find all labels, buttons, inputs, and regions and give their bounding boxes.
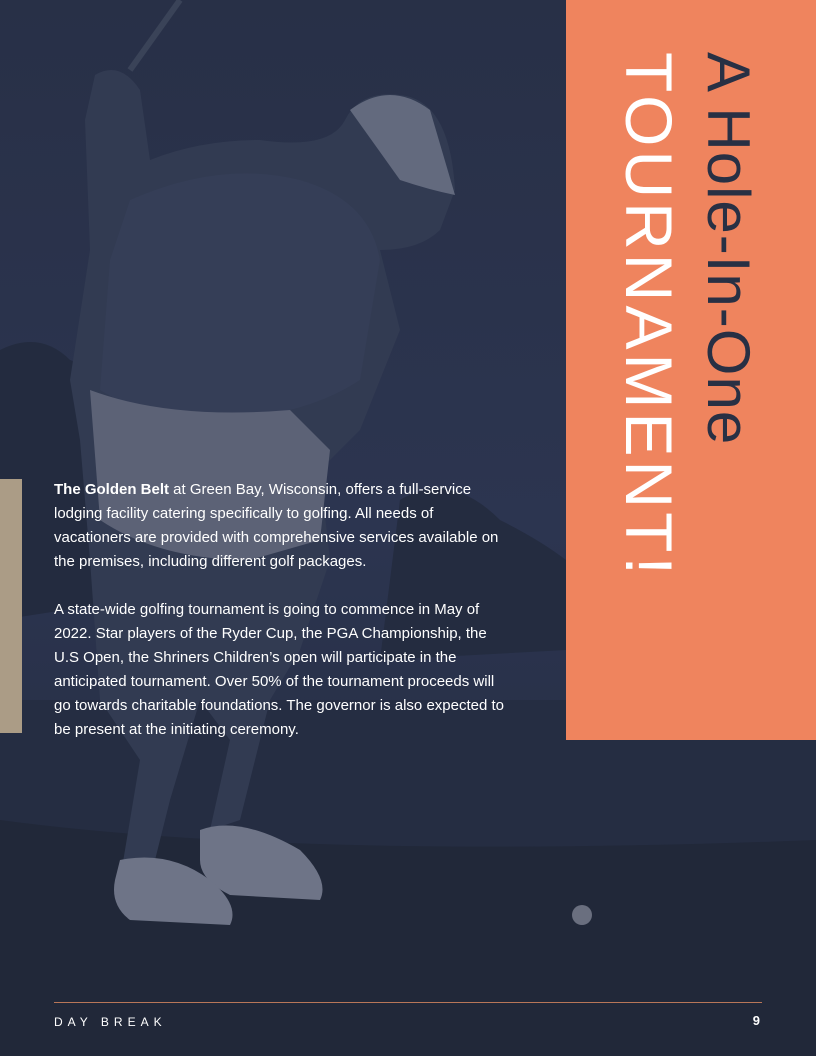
venue-name: The Golden Belt [54,481,170,498]
footer-divider [54,1002,762,1003]
paragraph-1 [54,478,504,574]
article-body [54,478,504,766]
title-line-1: A Hole-In-One [695,52,762,446]
page-number: 9 [752,1013,760,1028]
title-line-2: TOURNAMENT! [612,52,686,579]
paragraph-1-text: at Green Bay, Wisconsin, offers a full-service lodging facility catering specifically to golfing. All needs of vacationers are provided with comprehensive services available on the premises, including different golf packages. [54,481,499,570]
title-block [612,52,766,692]
footer-brand: DAY BREAK [54,1015,167,1029]
paragraph-2: A state-wide golfing tournament is going to commence in May of 2022. Star players of the Ryder Cup, the PGA Championship, the U.S Open, the Shriners Children’s open will participate in the anticipated tournament. Over 50% of the tournament proceeds will go towards charitable foundations. The governor is also expected to be present at the initiating ceremony. [54,601,504,738]
side-accent-bar [0,479,22,733]
